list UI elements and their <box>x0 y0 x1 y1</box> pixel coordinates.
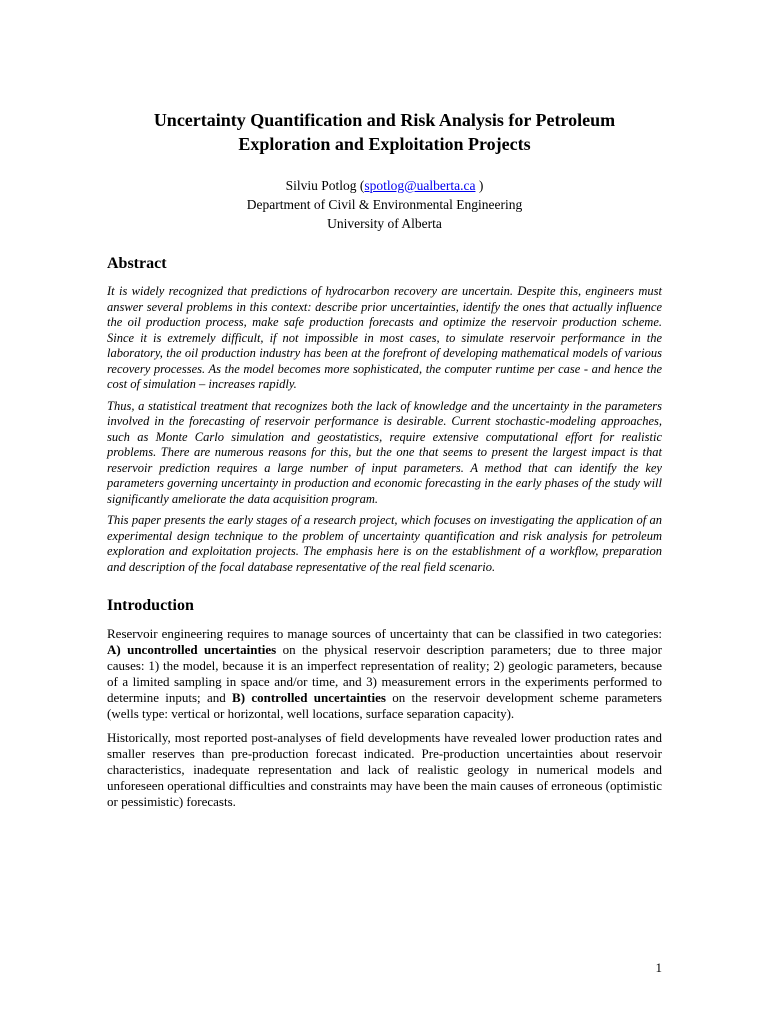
intro-p1-text-3: on the reservoir development scheme parameters (wells type: vertical or horizontal, well locations, surface separation capacity). <box>107 690 662 721</box>
introduction-paragraph-1 <box>107 626 662 722</box>
author-email-link[interactable]: spotlog@ualberta.ca <box>364 178 476 193</box>
abstract-paragraph-1: It is widely recognized that predictions of hydrocarbon recovery are uncertain. Despite this, engineers must answer several problems in this context: describe prior uncertainties, identify the ones that actually influence the oil production process, make safe production forecasts and optimize the reservoir production scheme. Since it is extremely difficult, if not impossible in most cases, to simulate reservoir performance in the laboratory, the oil production industry has been at the forefront of developing mathematical models of various recovery processes. As the model becomes more sophisticated, the computer runtime per case - and hence the cost of simulation – increases rapidly. <box>107 284 662 391</box>
intro-p1-bold-controlled: B) controlled uncertainties <box>232 690 386 705</box>
intro-p1-bold-uncontrolled: A) uncontrolled uncertainties <box>107 642 277 657</box>
introduction-paragraph-2: Historically, most reported post-analyses of field developments have revealed lower production rates and smaller reserves than pre-production forecast indicated. Pre-production uncertainties about reservoir characteristics, inadequate representation and lack of realistic geology in numerical models and unforeseen operational difficulties and constraints may have been the main causes of erroneous (optimistic or pessimistic) forecasts. <box>107 730 662 809</box>
author-university: University of Alberta <box>327 216 442 231</box>
intro-p1-text-2: on the physical reservoir description parameters; due to three major causes: 1) the model, because it is an imperfect representation of reality; 2) geologic parameters, because of a limited sampling in space and/or time, and 3) measurement errors in the experiments performed to determine inputs; and <box>107 642 662 705</box>
author-department: Department of Civil & Environmental Engineering <box>246 197 523 212</box>
introduction-heading: Introduction <box>107 597 194 614</box>
abstract-heading: Abstract <box>107 255 167 272</box>
abstract-paragraph-2: Thus, a statistical treatment that recognizes both the lack of knowledge and the uncertainty in the parameters involved in the forecasting of reservoir performance is desirable. Current stochastic-modeling approaches, such as Monte Carlo simulation and geostatistics, require extensive computational effort for realistic problems. There are numerous reasons for this, but the one that seems to present the largest impact is that reservoir prediction requires a large number of input parameters. A method that can identify the key parameters governing uncertainty in production and economic forecasting in the early phases of the study will significantly ameliorate the data acquisition program. <box>107 398 662 506</box>
author-name: Silviu Potlog ( <box>285 178 365 193</box>
abstract-paragraph-3: This paper presents the early stages of a research project, which focuses on investigating the application of an experimental design technique to the problem of uncertainty quantification and risk analysis for petroleum exploration and exploitation projects. The emphasis here is on the establishment of a workflow, preparation and description of the focal database representative of the real field scenario. <box>107 513 662 574</box>
page-number: 1 <box>655 960 662 975</box>
author-block <box>107 176 662 233</box>
paper-title: Uncertainty Quantification and Risk Analysis for Petroleum Exploration and Exploitation Projects <box>153 110 616 154</box>
author-name-suffix: ) <box>475 178 484 193</box>
intro-p1-text-1: Reservoir engineering requires to manage sources of uncertainty that can be classified in two categories: <box>107 626 662 641</box>
author-line <box>107 176 662 195</box>
